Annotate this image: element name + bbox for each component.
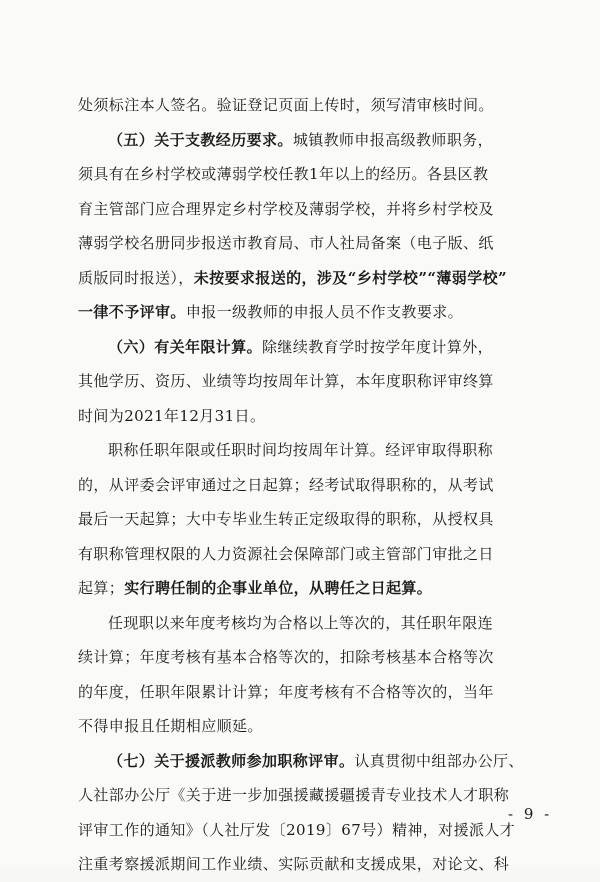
text-segment: 须具有在乡村学校或薄弱学校任教1年以上的经历。各县区教: [78, 165, 489, 183]
text-segment: 评审工作的通知》（人社厅发〔2019〕67号）精神，对援派人才: [78, 820, 516, 839]
text-line: [78, 330, 534, 365]
text-segment: 续计算；年度考核有基本合格等次的，扣除考核基本合格等次: [78, 648, 494, 666]
text-line: [78, 468, 534, 503]
text-segment: 的，从评委会评审通过之日起算；经考试取得职称的，从考试: [78, 475, 494, 494]
text-segment: 职称任职年限或任职时间均按周年计算。经评审取得职称: [108, 441, 494, 459]
text-line: [78, 847, 534, 882]
text-line: [78, 571, 534, 606]
text-segment: 育主管部门应合理界定乡村学校及薄弱学校，并将乡村学校及: [78, 199, 494, 218]
text-segment: 其他学历、资历、业绩等均按周年计算，本年度职称评审终算: [78, 372, 494, 390]
text-line: [78, 502, 534, 537]
text-line: [78, 295, 534, 330]
text-segment: 任现职以来年度考核均为合格以上等次的，其任职年限连: [108, 613, 494, 632]
text-segment: 薄弱学校名册同步报送市教育局、市人社局备案（电子版、纸: [78, 234, 494, 252]
text-line: [78, 226, 534, 261]
text-segment: 申报一级教师的申报人员不作支教要求。: [185, 303, 464, 321]
bold-text-segment: （五）关于支教经历要求。: [108, 130, 293, 149]
text-line: [78, 606, 534, 641]
text-segment: 注重考察援派期间工作业绩、实际贡献和支援成果，对论文、科: [78, 855, 510, 873]
text-line: [78, 675, 534, 710]
text-line: [78, 192, 534, 227]
text-line: [78, 157, 534, 192]
text-segment: 有职称管理权限的人力资源社会保障部门或主管部门审批之日: [78, 544, 494, 563]
text-line: [78, 813, 534, 848]
text-segment: 的年度，任职年限累计计算；年度考核有不合格等次的，当年: [78, 682, 494, 701]
bold-text-segment: 一律不予评审。: [78, 303, 186, 321]
text-segment: 认真贯彻中组部办公厅、: [354, 751, 524, 770]
text-segment: 人社部办公厅《关于进一步加强援藏援疆援青专业技术人才职称: [78, 786, 510, 804]
text-line: [78, 778, 534, 813]
document-body: [78, 88, 534, 882]
text-segment: 不得申报且任期相应顺延。: [78, 717, 263, 735]
text-segment: 最后一天起算；大中专毕业生转正定级取得的职称，从授权具: [78, 510, 494, 528]
text-segment: 起算；: [78, 579, 125, 597]
text-segment: 处须标注本人签名。验证登记页面上传时，须写清审核时间。: [78, 96, 494, 114]
bold-text-segment: 实行聘任制的企事业单位，从聘任之日起算。: [124, 579, 433, 597]
text-line: [78, 364, 534, 399]
text-line: [78, 537, 534, 572]
bold-text-segment: （七）关于援派教师参加职称评审。: [108, 751, 355, 770]
text-segment: 城镇教师申报高级教师职务，: [292, 130, 494, 149]
text-line: [78, 744, 534, 779]
page-number: - 9 -: [508, 805, 553, 823]
text-line: [78, 640, 534, 675]
text-line: [78, 123, 534, 158]
text-segment: 质版同时报送），: [78, 268, 194, 287]
text-line: [78, 433, 534, 468]
text-line: [78, 399, 534, 434]
text-segment: 时间为2021年12月31日。: [78, 406, 266, 425]
bold-text-segment: 未按要求报送的，涉及“乡村学校”“薄弱学校”: [193, 268, 508, 287]
text-line: [78, 261, 534, 296]
text-line: [78, 709, 534, 744]
text-line: [78, 88, 534, 123]
bold-text-segment: （六）有关年限计算。: [108, 337, 263, 356]
text-segment: 除继续教育学时按学年度计算外，: [262, 337, 494, 356]
